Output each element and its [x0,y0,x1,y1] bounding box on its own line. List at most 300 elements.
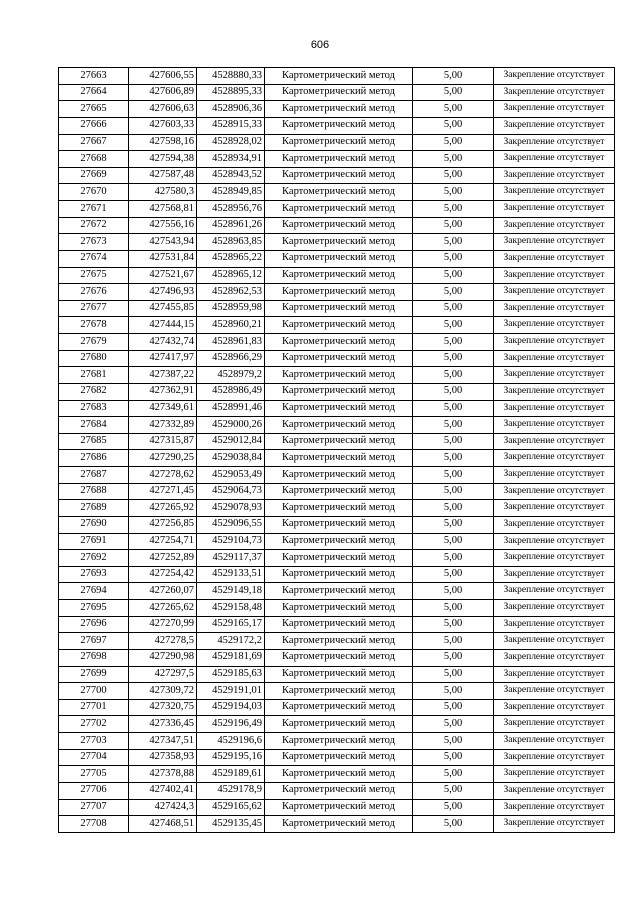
x-coordinate-cell: 427265,92 [129,500,197,517]
x-coordinate-cell: 427444,15 [129,317,197,334]
table-row [59,284,615,301]
accuracy-cell: 5,00 [413,117,494,134]
point-number-cell: 27702 [59,716,129,733]
x-coordinate-cell: 427290,98 [129,649,197,666]
y-coordinate-cell: 4529196,49 [197,716,265,733]
y-coordinate-cell: 4529078,93 [197,500,265,517]
point-number-cell: 27664 [59,84,129,101]
y-coordinate-cell: 4528961,26 [197,217,265,234]
table-row [59,616,615,633]
method-cell: Картометрический метод [265,234,413,251]
method-cell: Картометрический метод [265,799,413,816]
method-cell: Картометрический метод [265,217,413,234]
accuracy-cell: 5,00 [413,334,494,351]
method-cell: Картометрический метод [265,300,413,317]
fixing-cell: Закрепление отсутствует [494,583,615,600]
method-cell: Картометрический метод [265,583,413,600]
point-number-cell: 27671 [59,201,129,218]
x-coordinate-cell: 427297,5 [129,666,197,683]
method-cell: Картометрический метод [265,184,413,201]
method-cell: Картометрический метод [265,151,413,168]
method-cell: Картометрический метод [265,649,413,666]
accuracy-cell: 5,00 [413,101,494,118]
method-cell: Картометрический метод [265,616,413,633]
accuracy-cell: 5,00 [413,733,494,750]
accuracy-cell: 5,00 [413,749,494,766]
y-coordinate-cell: 4529096,55 [197,516,265,533]
method-cell: Картометрический метод [265,367,413,384]
accuracy-cell: 5,00 [413,799,494,816]
table-row [59,733,615,750]
accuracy-cell: 5,00 [413,234,494,251]
method-cell: Картометрический метод [265,749,413,766]
table-row [59,184,615,201]
fixing-cell: Закрепление отсутствует [494,467,615,484]
accuracy-cell: 5,00 [413,483,494,500]
y-coordinate-cell: 4528915,33 [197,117,265,134]
point-number-cell: 27665 [59,101,129,118]
x-coordinate-cell: 427260,07 [129,583,197,600]
x-coordinate-cell: 427347,51 [129,733,197,750]
point-number-cell: 27690 [59,516,129,533]
accuracy-cell: 5,00 [413,516,494,533]
point-number-cell: 27669 [59,167,129,184]
y-coordinate-cell: 4529117,37 [197,550,265,567]
table-row [59,250,615,267]
fixing-cell: Закрепление отсутствует [494,350,615,367]
table-row [59,649,615,666]
point-number-cell: 27678 [59,317,129,334]
accuracy-cell: 5,00 [413,433,494,450]
method-cell: Картометрический метод [265,816,413,833]
point-number-cell: 27673 [59,234,129,251]
method-cell: Картометрический метод [265,716,413,733]
x-coordinate-cell: 427496,93 [129,284,197,301]
point-number-cell: 27696 [59,616,129,633]
accuracy-cell: 5,00 [413,134,494,151]
method-cell: Картометрический метод [265,433,413,450]
fixing-cell: Закрепление отсутствует [494,733,615,750]
table-row [59,350,615,367]
table-row [59,749,615,766]
fixing-cell: Закрепление отсутствует [494,117,615,134]
y-coordinate-cell: 4529158,48 [197,600,265,617]
y-coordinate-cell: 4529104,73 [197,533,265,550]
point-number-cell: 27677 [59,300,129,317]
accuracy-cell: 5,00 [413,467,494,484]
accuracy-cell: 5,00 [413,533,494,550]
method-cell: Картометрический метод [265,334,413,351]
method-cell: Картометрический метод [265,450,413,467]
fixing-cell: Закрепление отсутствует [494,201,615,218]
y-coordinate-cell: 4528979,2 [197,367,265,384]
y-coordinate-cell: 4529038,84 [197,450,265,467]
point-number-cell: 27694 [59,583,129,600]
x-coordinate-cell: 427455,85 [129,300,197,317]
y-coordinate-cell: 4528928,02 [197,134,265,151]
x-coordinate-cell: 427587,48 [129,167,197,184]
fixing-cell: Закрепление отсутствует [494,367,615,384]
x-coordinate-cell: 427254,42 [129,566,197,583]
accuracy-cell: 5,00 [413,317,494,334]
point-number-cell: 27705 [59,766,129,783]
accuracy-cell: 5,00 [413,383,494,400]
accuracy-cell: 5,00 [413,683,494,700]
method-cell: Картометрический метод [265,467,413,484]
fixing-cell: Закрепление отсутствует [494,317,615,334]
table-row [59,117,615,134]
accuracy-cell: 5,00 [413,350,494,367]
table-row [59,799,615,816]
point-number-cell: 27692 [59,550,129,567]
accuracy-cell: 5,00 [413,84,494,101]
fixing-cell: Закрепление отсутствует [494,267,615,284]
accuracy-cell: 5,00 [413,616,494,633]
x-coordinate-cell: 427424,3 [129,799,197,816]
x-coordinate-cell: 427543,94 [129,234,197,251]
accuracy-cell: 5,00 [413,417,494,434]
table-row [59,533,615,550]
method-cell: Картометрический метод [265,566,413,583]
table-row [59,467,615,484]
y-coordinate-cell: 4528960,21 [197,317,265,334]
fixing-cell: Закрепление отсутствует [494,101,615,118]
method-cell: Картометрический метод [265,600,413,617]
method-cell: Картометрический метод [265,117,413,134]
accuracy-cell: 5,00 [413,500,494,517]
fixing-cell: Закрепление отсутствует [494,450,615,467]
fixing-cell: Закрепление отсутствует [494,217,615,234]
x-coordinate-cell: 427362,91 [129,383,197,400]
coordinates-table-body [59,68,615,833]
table-row [59,683,615,700]
table-row [59,583,615,600]
x-coordinate-cell: 427606,63 [129,101,197,118]
point-number-cell: 27682 [59,383,129,400]
table-row [59,400,615,417]
point-number-cell: 27699 [59,666,129,683]
fixing-cell: Закрепление отсутствует [494,300,615,317]
x-coordinate-cell: 427468,51 [129,816,197,833]
y-coordinate-cell: 4529165,62 [197,799,265,816]
accuracy-cell: 5,00 [413,550,494,567]
method-cell: Картометрический метод [265,84,413,101]
point-number-cell: 27679 [59,334,129,351]
table-row [59,234,615,251]
point-number-cell: 27695 [59,600,129,617]
y-coordinate-cell: 4528962,53 [197,284,265,301]
fixing-cell: Закрепление отсутствует [494,334,615,351]
y-coordinate-cell: 4529149,18 [197,583,265,600]
y-coordinate-cell: 4529172,2 [197,633,265,650]
table-row [59,367,615,384]
fixing-cell: Закрепление отсутствует [494,167,615,184]
fixing-cell: Закрепление отсутствует [494,550,615,567]
table-row [59,666,615,683]
point-number-cell: 27670 [59,184,129,201]
table-row [59,816,615,833]
point-number-cell: 27672 [59,217,129,234]
accuracy-cell: 5,00 [413,600,494,617]
method-cell: Картометрический метод [265,782,413,799]
table-row [59,300,615,317]
point-number-cell: 27698 [59,649,129,666]
point-number-cell: 27706 [59,782,129,799]
x-coordinate-cell: 427432,74 [129,334,197,351]
point-number-cell: 27700 [59,683,129,700]
fixing-cell: Закрепление отсутствует [494,284,615,301]
x-coordinate-cell: 427387,22 [129,367,197,384]
accuracy-cell: 5,00 [413,716,494,733]
table-row [59,450,615,467]
method-cell: Картометрический метод [265,766,413,783]
x-coordinate-cell: 427606,55 [129,68,197,85]
fixing-cell: Закрепление отсутствует [494,483,615,500]
accuracy-cell: 5,00 [413,583,494,600]
y-coordinate-cell: 4529178,9 [197,782,265,799]
accuracy-cell: 5,00 [413,367,494,384]
point-number-cell: 27685 [59,433,129,450]
table-row [59,600,615,617]
fixing-cell: Закрепление отсутствует [494,68,615,85]
x-coordinate-cell: 427568,81 [129,201,197,218]
y-coordinate-cell: 4528943,52 [197,167,265,184]
point-number-cell: 27666 [59,117,129,134]
x-coordinate-cell: 427315,87 [129,433,197,450]
method-cell: Картометрический метод [265,683,413,700]
table-row [59,766,615,783]
x-coordinate-cell: 427265,62 [129,600,197,617]
method-cell: Картометрический метод [265,633,413,650]
table-row [59,201,615,218]
point-number-cell: 27701 [59,699,129,716]
page-number: 606 [310,39,330,51]
y-coordinate-cell: 4528895,33 [197,84,265,101]
table-row [59,483,615,500]
x-coordinate-cell: 427580,3 [129,184,197,201]
x-coordinate-cell: 427270,99 [129,616,197,633]
y-coordinate-cell: 4529064,73 [197,483,265,500]
method-cell: Картометрический метод [265,267,413,284]
method-cell: Картометрический метод [265,483,413,500]
fixing-cell: Закрепление отсутствует [494,816,615,833]
accuracy-cell: 5,00 [413,267,494,284]
method-cell: Картометрический метод [265,167,413,184]
point-number-cell: 27703 [59,733,129,750]
fixing-cell: Закрепление отсутствует [494,533,615,550]
y-coordinate-cell: 4528965,12 [197,267,265,284]
x-coordinate-cell: 427271,45 [129,483,197,500]
y-coordinate-cell: 4528906,36 [197,101,265,118]
method-cell: Картометрический метод [265,101,413,118]
point-number-cell: 27680 [59,350,129,367]
x-coordinate-cell: 427309,72 [129,683,197,700]
fixing-cell: Закрепление отсутствует [494,134,615,151]
method-cell: Картометрический метод [265,533,413,550]
fixing-cell: Закрепление отсутствует [494,683,615,700]
fixing-cell: Закрепление отсутствует [494,433,615,450]
fixing-cell: Закрепление отсутствует [494,766,615,783]
fixing-cell: Закрепление отсутствует [494,566,615,583]
x-coordinate-cell: 427417,97 [129,350,197,367]
accuracy-cell: 5,00 [413,816,494,833]
fixing-cell: Закрепление отсутствует [494,633,615,650]
table-row [59,217,615,234]
accuracy-cell: 5,00 [413,666,494,683]
point-number-cell: 27675 [59,267,129,284]
y-coordinate-cell: 4529195,16 [197,749,265,766]
accuracy-cell: 5,00 [413,167,494,184]
x-coordinate-cell: 427521,67 [129,267,197,284]
accuracy-cell: 5,00 [413,250,494,267]
method-cell: Картометрический метод [265,417,413,434]
table-row [59,68,615,85]
y-coordinate-cell: 4529189,61 [197,766,265,783]
fixing-cell: Закрепление отсутствует [494,782,615,799]
method-cell: Картометрический метод [265,666,413,683]
table-row [59,633,615,650]
x-coordinate-cell: 427254,71 [129,533,197,550]
fixing-cell: Закрепление отсутствует [494,151,615,168]
accuracy-cell: 5,00 [413,699,494,716]
fixing-cell: Закрепление отсутствует [494,799,615,816]
x-coordinate-cell: 427606,89 [129,84,197,101]
y-coordinate-cell: 4529181,69 [197,649,265,666]
y-coordinate-cell: 4528966,29 [197,350,265,367]
y-coordinate-cell: 4529012,84 [197,433,265,450]
accuracy-cell: 5,00 [413,300,494,317]
accuracy-cell: 5,00 [413,633,494,650]
accuracy-cell: 5,00 [413,766,494,783]
accuracy-cell: 5,00 [413,184,494,201]
table-row [59,699,615,716]
method-cell: Картометрический метод [265,400,413,417]
y-coordinate-cell: 4529194,03 [197,699,265,716]
point-number-cell: 27697 [59,633,129,650]
accuracy-cell: 5,00 [413,649,494,666]
accuracy-cell: 5,00 [413,782,494,799]
x-coordinate-cell: 427336,45 [129,716,197,733]
x-coordinate-cell: 427256,85 [129,516,197,533]
y-coordinate-cell: 4528880,33 [197,68,265,85]
x-coordinate-cell: 427603,33 [129,117,197,134]
x-coordinate-cell: 427556,16 [129,217,197,234]
fixing-cell: Закрепление отсутствует [494,666,615,683]
point-number-cell: 27688 [59,483,129,500]
fixing-cell: Закрепление отсутствует [494,250,615,267]
method-cell: Картометрический метод [265,284,413,301]
accuracy-cell: 5,00 [413,151,494,168]
table-row [59,334,615,351]
table-row [59,84,615,101]
method-cell: Картометрический метод [265,201,413,218]
fixing-cell: Закрепление отсутствует [494,234,615,251]
point-number-cell: 27676 [59,284,129,301]
fixing-cell: Закрепление отсутствует [494,649,615,666]
method-cell: Картометрический метод [265,500,413,517]
table-row [59,516,615,533]
x-coordinate-cell: 427332,89 [129,417,197,434]
point-number-cell: 27681 [59,367,129,384]
table-row [59,151,615,168]
table-row [59,782,615,799]
table-row [59,566,615,583]
x-coordinate-cell: 427594,38 [129,151,197,168]
y-coordinate-cell: 4529165,17 [197,616,265,633]
method-cell: Картометрический метод [265,317,413,334]
fixing-cell: Закрепление отсутствует [494,400,615,417]
method-cell: Картометрический метод [265,68,413,85]
fixing-cell: Закрепление отсутствует [494,84,615,101]
point-number-cell: 27684 [59,417,129,434]
fixing-cell: Закрепление отсутствует [494,749,615,766]
y-coordinate-cell: 4528949,85 [197,184,265,201]
method-cell: Картометрический метод [265,350,413,367]
y-coordinate-cell: 4528959,98 [197,300,265,317]
accuracy-cell: 5,00 [413,217,494,234]
table-row [59,383,615,400]
method-cell: Картометрический метод [265,250,413,267]
x-coordinate-cell: 427358,93 [129,749,197,766]
method-cell: Картометрический метод [265,516,413,533]
method-cell: Картометрический метод [265,134,413,151]
y-coordinate-cell: 4529191,01 [197,683,265,700]
point-number-cell: 27667 [59,134,129,151]
y-coordinate-cell: 4529135,45 [197,816,265,833]
fixing-cell: Закрепление отсутствует [494,417,615,434]
x-coordinate-cell: 427531,84 [129,250,197,267]
accuracy-cell: 5,00 [413,400,494,417]
fixing-cell: Закрепление отсутствует [494,184,615,201]
y-coordinate-cell: 4528986,49 [197,383,265,400]
fixing-cell: Закрепление отсутствует [494,500,615,517]
fixing-cell: Закрепление отсутствует [494,383,615,400]
table-row [59,716,615,733]
point-number-cell: 27663 [59,68,129,85]
method-cell: Картометрический метод [265,699,413,716]
x-coordinate-cell: 427598,16 [129,134,197,151]
method-cell: Картометрический метод [265,733,413,750]
y-coordinate-cell: 4529053,49 [197,467,265,484]
x-coordinate-cell: 427402,41 [129,782,197,799]
table-row [59,550,615,567]
y-coordinate-cell: 4528991,46 [197,400,265,417]
fixing-cell: Закрепление отсутствует [494,716,615,733]
accuracy-cell: 5,00 [413,450,494,467]
y-coordinate-cell: 4528965,22 [197,250,265,267]
table-row [59,101,615,118]
y-coordinate-cell: 4528934,91 [197,151,265,168]
point-number-cell: 27708 [59,816,129,833]
fixing-cell: Закрепление отсутствует [494,616,615,633]
x-coordinate-cell: 427278,5 [129,633,197,650]
x-coordinate-cell: 427378,88 [129,766,197,783]
method-cell: Картометрический метод [265,383,413,400]
y-coordinate-cell: 4528956,76 [197,201,265,218]
fixing-cell: Закрепление отсутствует [494,516,615,533]
point-number-cell: 27683 [59,400,129,417]
accuracy-cell: 5,00 [413,201,494,218]
point-number-cell: 27687 [59,467,129,484]
table-row [59,317,615,334]
y-coordinate-cell: 4529133,51 [197,566,265,583]
point-number-cell: 27668 [59,151,129,168]
y-coordinate-cell: 4528963,85 [197,234,265,251]
point-number-cell: 27686 [59,450,129,467]
point-number-cell: 27693 [59,566,129,583]
table-row [59,134,615,151]
fixing-cell: Закрепление отсутствует [494,600,615,617]
